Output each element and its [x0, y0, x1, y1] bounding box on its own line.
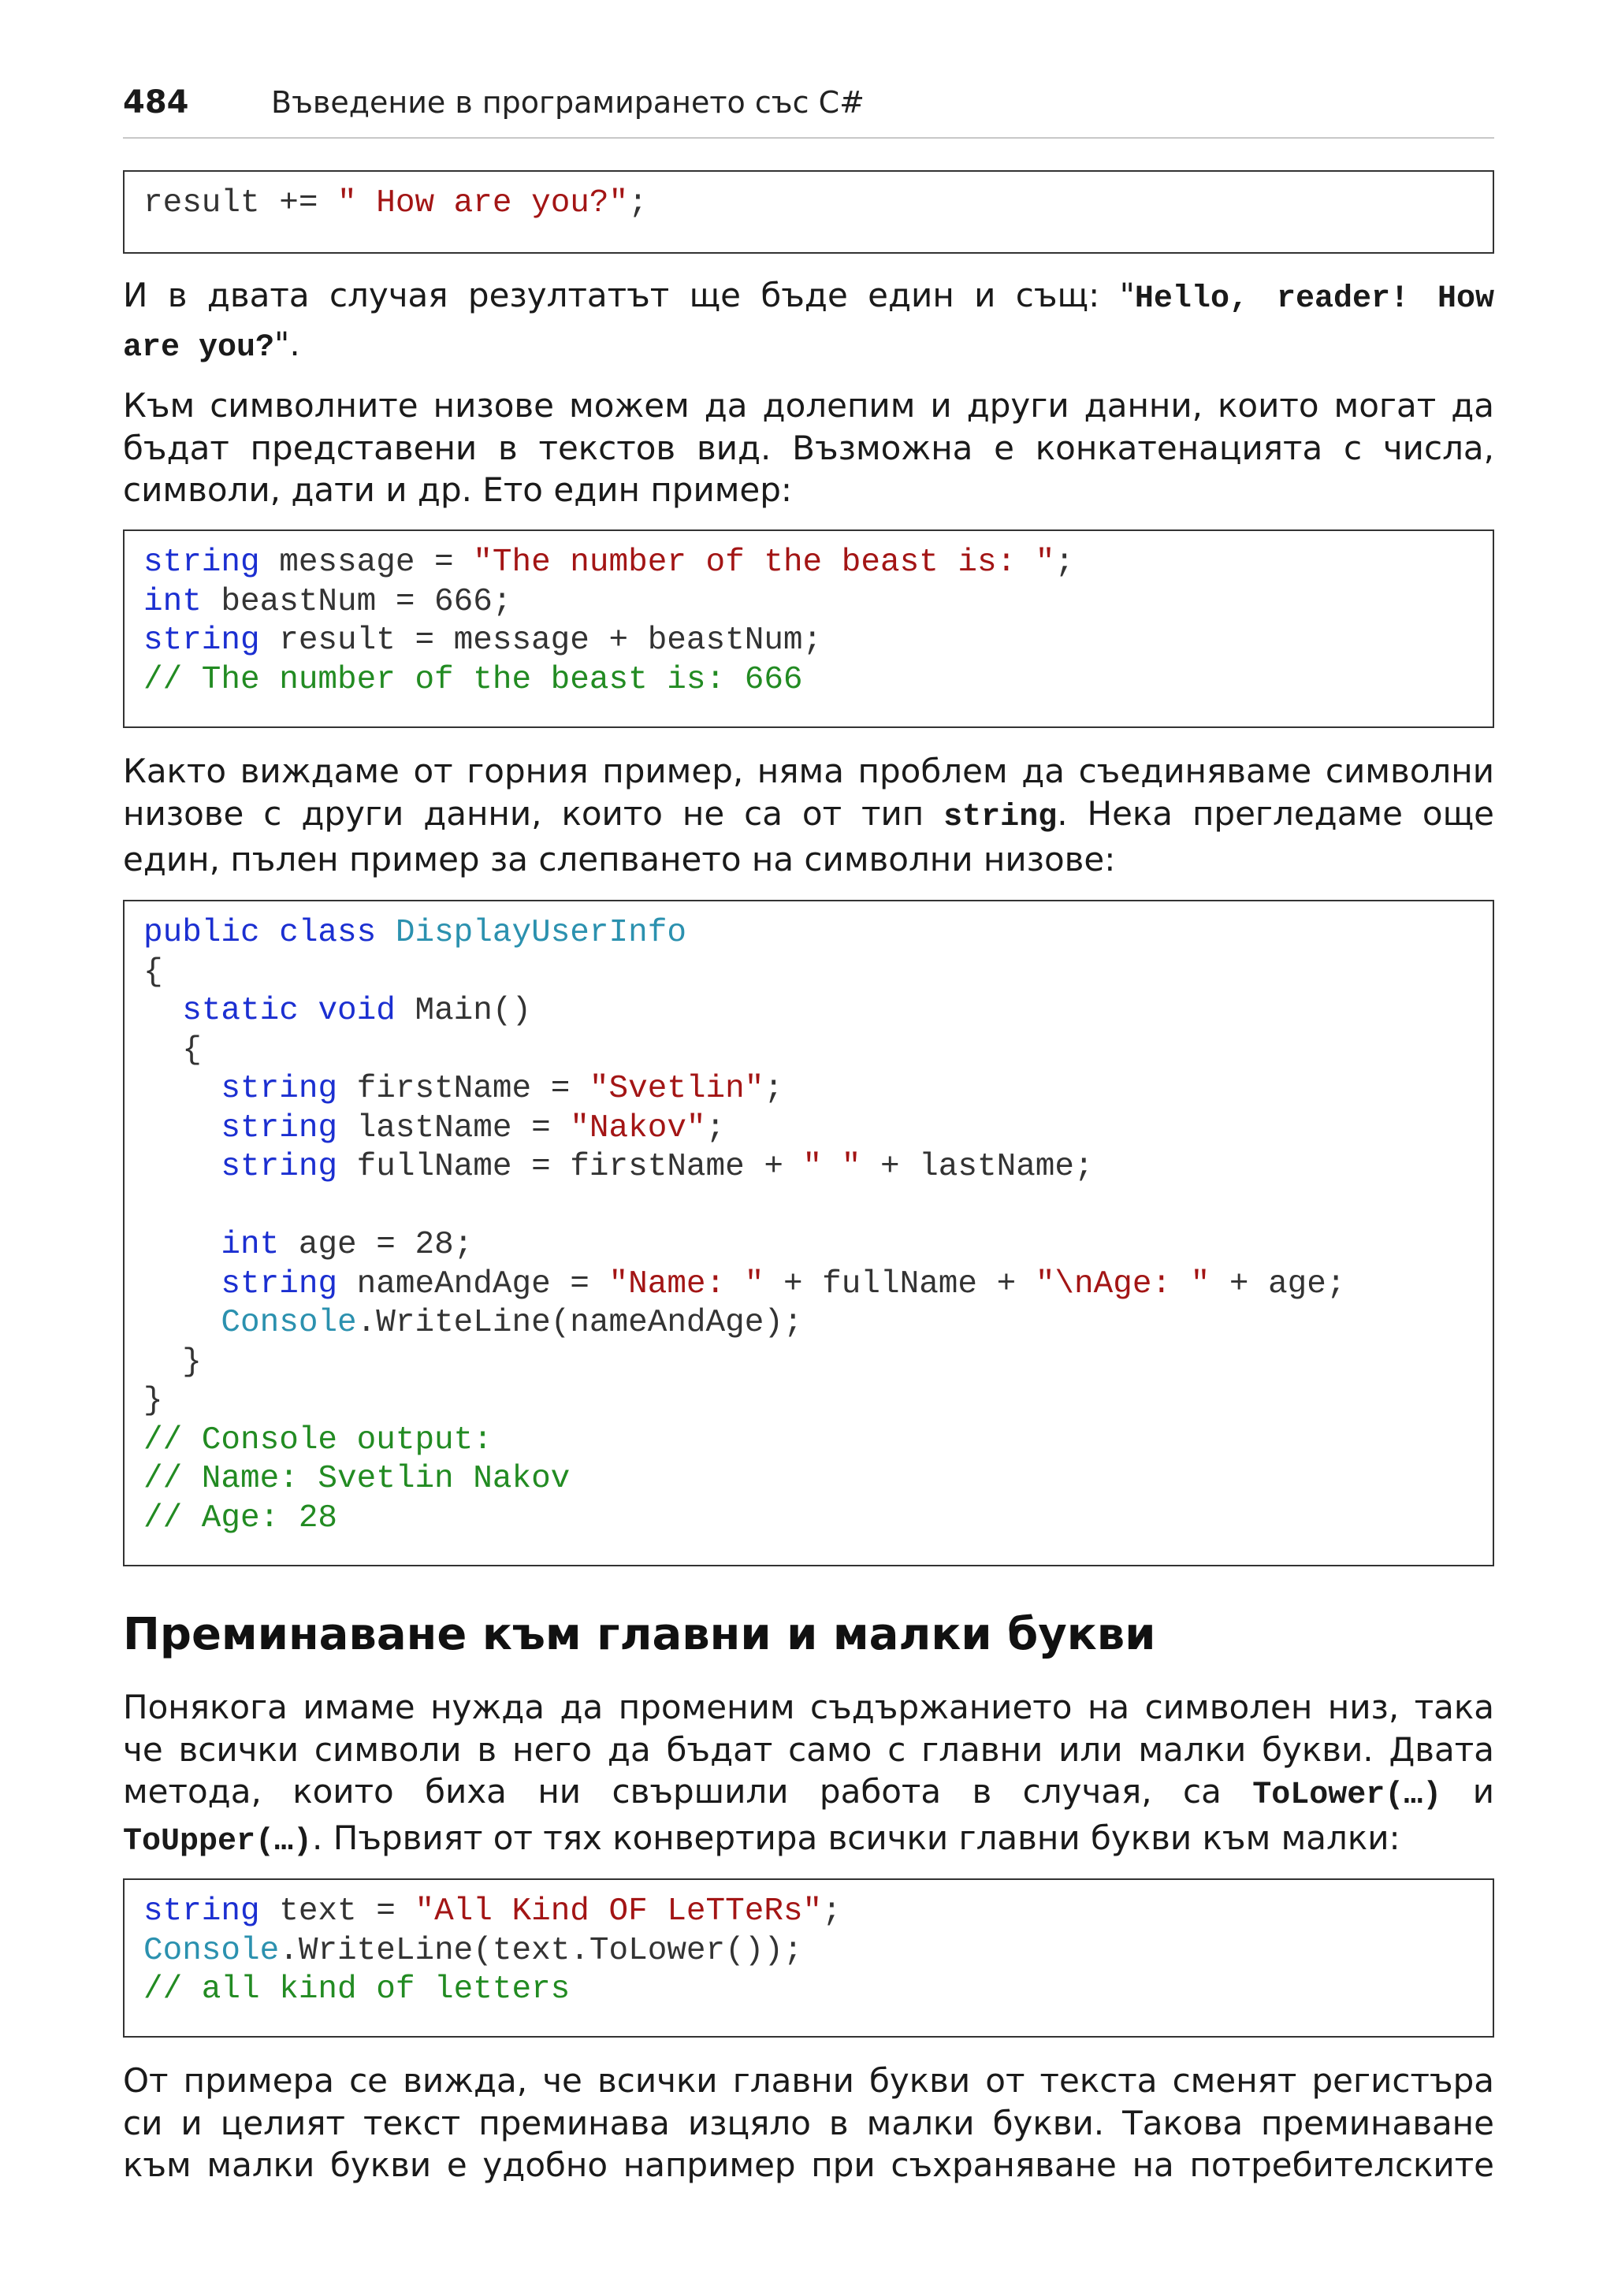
code-line: string nameAndAge = "Name: " + fullName + "\nAge: " + age; [221, 1265, 1346, 1302]
paragraph-line: низове с други данни, които не са от тип string. Нека прегледаме още [123, 793, 1494, 835]
paragraph-line: към малки букви е удобно например при съхраняване на потребителските [123, 2146, 1494, 2184]
code-line: { [182, 1031, 202, 1068]
section-heading: Преминаване към главни и малки букви [123, 1609, 1156, 1660]
paragraph-line: are you?". [123, 325, 300, 366]
code-line: string lastName = "Nakov"; [221, 1109, 726, 1146]
code-line: int beastNum = 666; [143, 583, 512, 620]
paragraph-result-text [123, 273, 1494, 370]
paragraph-line: И в двата случая резултатът ще бъде един и същ: "Hello, reader! How [123, 276, 1494, 317]
paragraph-concatenation-intro [123, 385, 1494, 511]
code-line: int age = 28; [221, 1227, 474, 1263]
code-line: string text = "All Kind OF LeTTeRs"; [143, 1893, 842, 1930]
paragraph-line: един, пълен пример за слепването на символни низове: [123, 840, 1116, 879]
code-line: Console.WriteLine(text.ToLower()); [143, 1932, 803, 1969]
page-header [123, 82, 1494, 139]
code-block-beast-number [123, 529, 1494, 728]
paragraph-line: си и целият текст преминава изцяло в малки букви. Такова преминаване [123, 2103, 1494, 2142]
paragraph-line: символи, дати и др. Ето един пример: [123, 470, 793, 509]
code-line: } [143, 1383, 163, 1419]
code-block-to-lower [123, 1878, 1494, 2038]
paragraph-case-conversion-intro [123, 1686, 1494, 1863]
code-line: result += " How are you?"; [143, 185, 648, 221]
code-block-display-user-info [123, 900, 1494, 1566]
code-line: { [143, 953, 163, 990]
paragraph-line: От примера се вижда, че всички главни букви от текста сменят регистъра [123, 2061, 1494, 2100]
code-line: string firstName = "Svetlin"; [221, 1071, 783, 1107]
code-line: // Age: 28 [143, 1499, 338, 1536]
code-block-result-append [123, 170, 1494, 254]
paragraph-case-conversion-result [123, 2060, 1494, 2186]
code-line: // The number of the beast is: 666 [143, 661, 803, 698]
code-line: // Console output: [143, 1421, 493, 1458]
page-number: 484 [123, 84, 189, 121]
paragraph-line: бъдат представени в текстов вид. Възможна е конкатенацията с числа, [123, 428, 1494, 467]
code-line: } [182, 1343, 202, 1380]
paragraph-line: Както виждаме от горния пример, няма проблем да съединяваме символни [123, 752, 1494, 790]
paragraph-full-example-intro [123, 750, 1494, 881]
code-line: string fullName = firstName + " " + lastName; [221, 1149, 1094, 1185]
paragraph-line: ToUpper(…). Първият от тях конвертира всички главни букви към малки: [123, 1818, 1400, 1859]
code-line: string result = message + beastNum; [143, 622, 823, 659]
paragraph-line: метода, които биха ни свършили работа в случая, са ToLower(…) и [123, 1772, 1494, 1813]
paragraph-line: че всички символи в него да бъдат само с главни или малки букви. Двата [123, 1729, 1494, 1769]
code-line: static void Main() [182, 993, 532, 1029]
running-title: Въведение в програмирането със C# [271, 85, 865, 120]
paragraph-line: Към символните низове можем да долепим и други данни, които могат да [123, 386, 1494, 425]
paragraph-line: Понякога имаме нужда да променим съдържанието на символен низ, така [123, 1688, 1494, 1726]
code-line: Console.WriteLine(nameAndAge); [221, 1305, 803, 1341]
code-line-blank [143, 1187, 1474, 1227]
code-line: string message = "The number of the beast is: "; [143, 544, 1075, 581]
code-line: // all kind of letters [143, 1971, 571, 2008]
code-line: public class DisplayUserInfo [143, 915, 686, 951]
code-line: // Name: Svetlin Nakov [143, 1461, 571, 1497]
